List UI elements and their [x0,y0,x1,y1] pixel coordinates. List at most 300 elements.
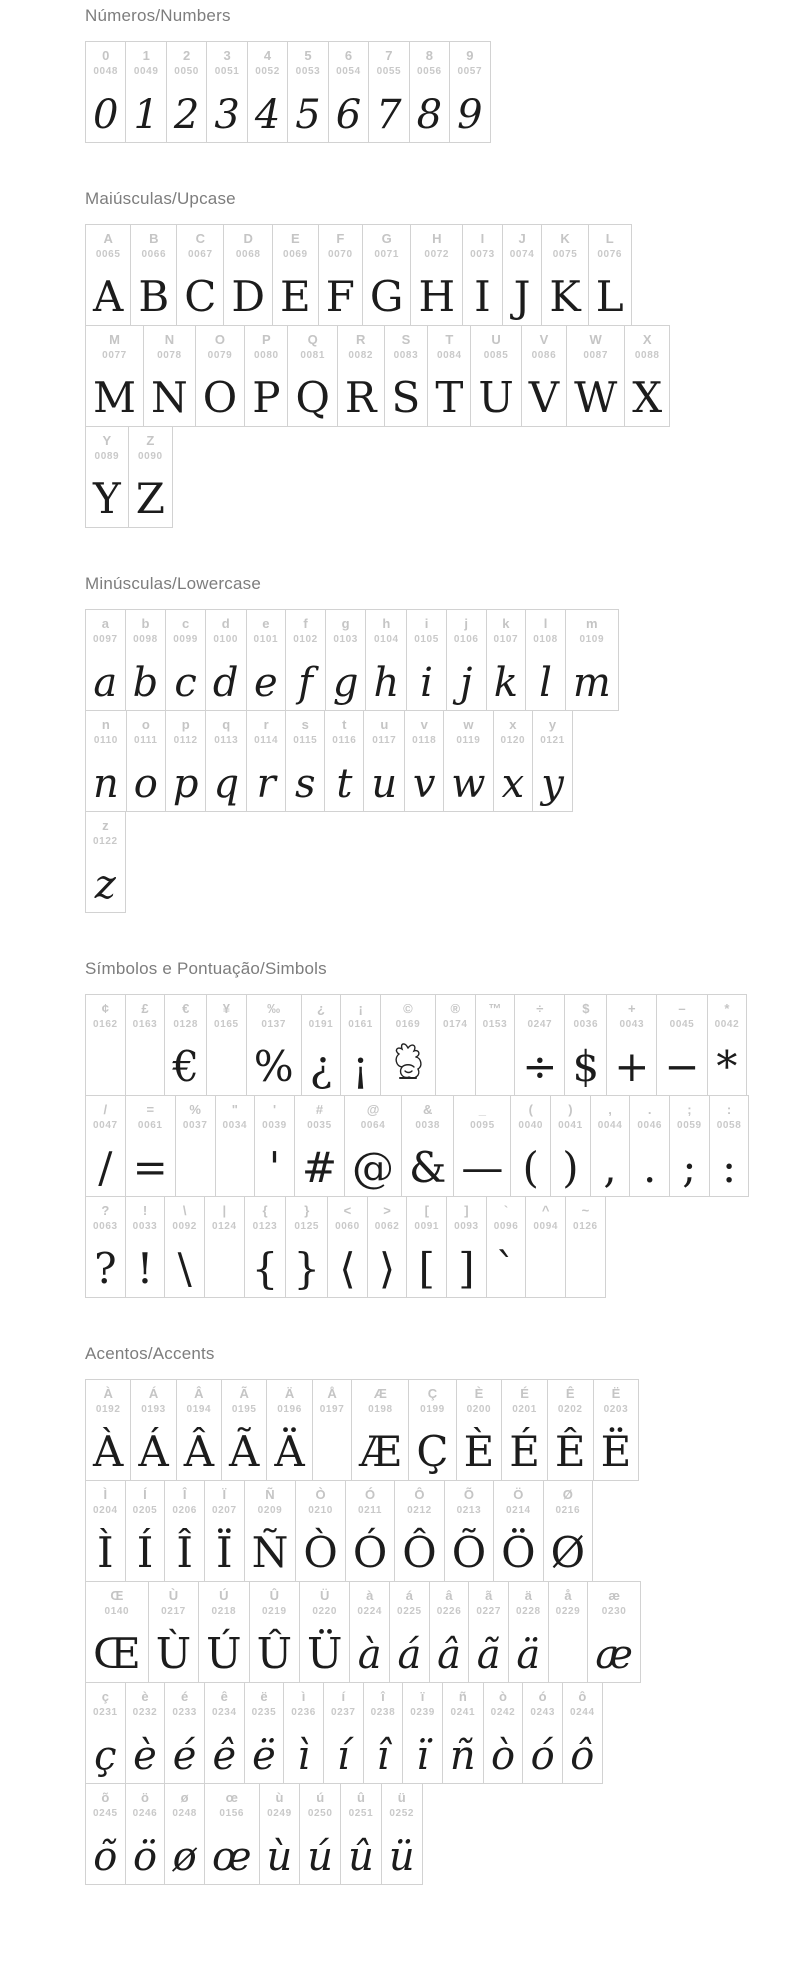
cell-char-label: > [383,1203,391,1218]
cell-char-label: O [214,332,226,347]
glyph-cell-0056 [409,41,450,143]
cell-char-label: ó [538,1689,547,1704]
cell-glyph: ¿ [309,1042,333,1091]
glyph-cell-0207 [204,1480,245,1582]
glyph-cell-0137 [246,994,302,1096]
cell-char-label: Ã [239,1386,249,1401]
cell-unicode-code: 0108 [533,634,558,645]
glyph-cell-0126 [565,1196,606,1298]
cell-unicode-code: 0041 [558,1120,583,1131]
cell-unicode-code: 0216 [555,1505,581,1516]
glyph-cell-0163 [125,994,166,1096]
cell-glyph: ù [266,1834,293,1880]
glyph-cell-0042 [707,994,748,1096]
glyph-cell-0079 [195,325,245,427]
cell-unicode-code: 0056 [417,66,442,77]
cell-glyph: f [298,660,313,706]
cell-char-label: 8 [425,48,433,63]
cell-unicode-code: 0241 [450,1707,476,1718]
cell-unicode-code: 0103 [333,634,358,645]
cell-unicode-code: 0225 [397,1606,422,1617]
cell-char-label: Ò [315,1487,326,1502]
cell-char-label: S [401,332,411,347]
cell-unicode-code: 0209 [257,1505,283,1516]
cell-char-label: ñ [458,1689,467,1704]
cell-char-label: Ù [168,1588,179,1603]
cell-glyph: æ [595,1632,633,1678]
cell-char-label: M [109,332,120,347]
cell-glyph: i [420,660,433,706]
cell-char-label: u [380,717,389,732]
glyph-row [85,1095,780,1197]
cell-unicode-code: 0165 [214,1019,239,1030]
cell-glyph: á [397,1632,422,1678]
cell-glyph: ú [307,1834,334,1880]
cell-glyph: { [251,1244,279,1293]
cell-glyph: 0 [93,92,119,138]
glyph-cell-0059 [669,1095,710,1197]
cell-char-label: Ç [427,1386,438,1401]
cell-char-label: I [480,231,485,246]
cell-unicode-code: 0113 [214,735,239,746]
glyph-cell-0071 [362,224,412,326]
glyph-cell-0216 [543,1480,593,1582]
cell-glyph: H [418,272,456,321]
cell-char-label: 5 [304,48,312,63]
glyph-cell-0090 [128,426,173,528]
cell-unicode-code: 0044 [597,1120,623,1131]
cell-unicode-code: 0049 [133,66,159,77]
glyph-cell-0076 [588,224,632,326]
cell-unicode-code: 0079 [207,350,233,361]
cell-glyph: Õ [451,1528,487,1577]
cell-glyph: l [539,660,552,706]
glyph-cell-0081 [287,325,337,427]
cell-glyph: 3 [214,92,240,138]
glyph-cell-0236 [283,1682,324,1784]
cell-char-label: a [101,616,109,631]
cell-unicode-code: 0210 [308,1505,333,1516]
cell-unicode-code: 0043 [619,1019,645,1030]
cell-unicode-code: 0061 [137,1120,163,1131]
cell-glyph: Ë [600,1427,632,1476]
cell-char-label: Á [148,1386,159,1401]
glyph-cell-0105 [406,609,447,711]
cell-glyph: — [461,1143,504,1192]
cell-glyph: ò [490,1733,516,1779]
cell-char-label: £ [141,1001,149,1016]
glyph-cell-0153 [475,994,516,1096]
glyph-cell-0231 [85,1682,126,1784]
cell-char-label: œ [225,1790,238,1805]
glyph-cell-0140 [85,1581,149,1683]
cell-unicode-code: 0206 [172,1505,197,1516]
glyph-row [85,1682,780,1784]
glyph-cell-0251 [340,1783,382,1885]
glyph-cell-0084 [427,325,471,427]
cell-glyph: Q [295,373,330,422]
section-title-symbols: Símbolos e Pontuação/Simbols [85,959,327,978]
cell-unicode-code: 0228 [516,1606,541,1617]
cell-unicode-code: 0106 [453,634,479,645]
cell-unicode-code: 0047 [93,1120,118,1131]
cell-glyph: í [336,1733,350,1779]
cell-unicode-code: 0069 [283,249,308,260]
cell-char-label: ç [101,1689,109,1704]
cell-glyph: F [325,272,355,321]
cell-unicode-code: 0217 [161,1606,186,1617]
cell-char-label: È [474,1386,484,1401]
cell-char-label: ~ [581,1203,590,1218]
cell-unicode-code: 0109 [579,634,605,645]
cell-char-label: 7 [385,48,393,63]
glyph-cell-0234 [204,1682,245,1784]
cell-unicode-code: 0194 [186,1404,212,1415]
cell-glyph: 6 [335,92,362,138]
cell-glyph [388,1030,428,1090]
cell-unicode-code: 0207 [211,1505,237,1516]
cell-glyph: & [409,1143,447,1192]
glyph-cell-0114 [246,710,286,812]
cell-char-label: % [189,1102,201,1117]
cell-glyph: L [595,272,624,321]
cell-glyph: D [231,272,266,321]
cell-unicode-code: 0097 [93,634,118,645]
glyph-cell-0041 [550,1095,591,1197]
glyph-cell-0213 [444,1480,494,1582]
cell-char-label: l [543,616,548,631]
cell-glyph: / [98,1143,113,1192]
glyph-cell-0108 [525,609,566,711]
cell-unicode-code: 0074 [509,249,535,260]
cell-char-label: á [405,1588,413,1603]
cell-unicode-code: 0193 [141,1404,166,1415]
cell-unicode-code: 0247 [527,1019,553,1030]
cell-char-label: ã [485,1588,493,1603]
cell-char-label: w [463,717,474,732]
cell-glyph: W [574,373,618,422]
glyph-cell-0065 [85,224,131,326]
glyph-cell-0107 [486,609,527,711]
glyph-row [85,325,780,427]
cell-char-label: , [608,1102,612,1117]
section-numbers [85,6,780,143]
glyph-cell-0156 [204,1783,260,1885]
cell-glyph: Ü [306,1629,343,1678]
cell-char-label: c [181,616,190,631]
cell-glyph: . [643,1143,657,1192]
cell-unicode-code: 0111 [134,735,158,746]
cell-glyph: E [280,272,311,321]
cell-unicode-code: 0039 [262,1120,287,1131]
cell-unicode-code: 0067 [187,249,213,260]
cell-char-label: Â [194,1386,204,1401]
cell-char-label: õ [101,1790,110,1805]
glyph-cell-0046 [629,1095,670,1197]
glyph-cell-0087 [566,325,625,427]
cell-char-label: ¿ [316,1001,325,1016]
glyph-cell-0199 [408,1379,456,1481]
cell-char-label: o [141,717,150,732]
cell-unicode-code: 0242 [490,1707,516,1718]
cell-char-label: Ö [513,1487,524,1502]
glyph-cell-0089 [85,426,129,528]
cell-unicode-code: 0251 [348,1808,374,1819]
cell-char-label: t [342,717,347,732]
cell-char-label: Ä [284,1386,295,1401]
cell-char-label: { [262,1203,268,1218]
cell-char-label: * [724,1001,730,1016]
cell-unicode-code: 0033 [132,1221,158,1232]
cell-char-label: : [726,1102,732,1117]
cell-char-label: U [491,332,501,347]
cell-glyph: S [391,373,421,422]
cell-char-label: + [627,1001,636,1016]
cell-char-label: Ê [565,1386,575,1401]
glyph-cell-0169 [380,994,436,1096]
glyph-cell-0248 [164,1783,205,1885]
cell-char-label: 4 [263,48,272,63]
cell-char-label: \ [182,1203,187,1218]
cell-char-label: û [356,1790,365,1805]
cell-glyph: ø [172,1834,197,1880]
section-accents [85,1344,780,1885]
cell-glyph: ! [136,1244,154,1293]
glyph-cell-0201 [501,1379,548,1481]
cell-char-label: Î [182,1487,187,1502]
glyph-cell-0252 [381,1783,423,1885]
cell-unicode-code: 0163 [132,1019,158,1030]
cell-glyph: 2 [173,92,200,138]
cell-char-label: ê [220,1689,228,1704]
cell-char-label: Ü [319,1588,330,1603]
cell-char-label: – [678,1001,686,1016]
cell-glyph: Ô [402,1528,437,1577]
cell-unicode-code: 0200 [466,1404,492,1415]
cell-char-label: À [103,1386,113,1401]
cell-glyph: s [294,761,316,807]
cell-unicode-code: 0205 [132,1505,158,1516]
cell-glyph: È [463,1427,495,1476]
cell-unicode-code: 0060 [335,1221,360,1232]
cell-unicode-code: 0116 [332,735,357,746]
cell-glyph: c [174,660,197,706]
section-title-lowercase: Minúsculas/Lowercase [85,574,261,593]
cell-char-label: V [539,332,549,347]
cell-char-label: D [243,231,253,246]
cell-unicode-code: 0201 [512,1404,537,1415]
glyph-cell-0049 [125,41,166,143]
cell-glyph: 4 [254,92,281,138]
glyph-cell-0218 [198,1581,249,1683]
cell-char-label: ‰ [267,1001,281,1016]
glyph-cell-0241 [442,1682,484,1784]
cell-char-label: Ô [414,1487,425,1502]
cell-glyph: õ [93,1834,118,1880]
glyph-cell-0091 [406,1196,447,1298]
cell-unicode-code: 0229 [555,1606,581,1617]
cell-glyph: Ò [303,1528,338,1577]
glyph-cell-0111 [126,710,166,812]
cell-unicode-code: 0085 [483,350,509,361]
cell-unicode-code: 0066 [141,249,167,260]
copyright-doodle-drawing [388,1040,428,1084]
section-title-upcase: Maiúsculas/Upcase [85,189,236,208]
cell-unicode-code: 0055 [376,66,402,77]
cell-char-label: j [464,616,469,631]
glyph-cell-0050 [166,41,207,143]
cell-char-label: n [101,717,110,732]
glyph-row [85,1783,780,1885]
cell-glyph: % [253,1042,294,1091]
cell-char-label: ` [503,1203,509,1218]
cell-unicode-code: 0099 [173,634,198,645]
cell-glyph: O [202,373,238,422]
cell-unicode-code: 0096 [493,1221,519,1232]
glyph-cell-0211 [345,1480,395,1582]
cell-glyph: k [493,660,518,706]
glyph-cell-0063 [85,1196,126,1298]
cell-glyph: é [172,1733,197,1779]
cell-unicode-code: 0107 [493,634,519,645]
cell-unicode-code: 0248 [172,1808,197,1819]
cell-unicode-code: 0239 [410,1707,435,1718]
glyph-cell-0212 [394,1480,444,1582]
section-upcase [85,189,780,528]
cell-unicode-code: 0199 [420,1404,445,1415]
cell-char-label: m [586,616,598,631]
glyph-cell-0104 [365,609,407,711]
cell-char-label: ë [260,1689,268,1704]
cell-unicode-code: 0065 [95,249,121,260]
cell-char-label: $ [582,1001,590,1016]
cell-unicode-code: 0101 [253,634,279,645]
glyph-cell-0250 [299,1783,341,1885]
cell-glyph: Ï [216,1528,233,1577]
cell-unicode-code: 0052 [255,66,280,77]
cell-unicode-code: 0094 [533,1221,559,1232]
cell-glyph: Æ [359,1427,402,1476]
cell-char-label: J [518,231,526,246]
cell-glyph: w [451,761,486,807]
cell-char-label: 1 [142,48,150,63]
cell-unicode-code: 0137 [261,1019,286,1030]
glyph-cell-0195 [221,1379,267,1481]
cell-unicode-code: 0192 [95,1404,121,1415]
cell-unicode-code: 0058 [716,1120,742,1131]
cell-unicode-code: 0156 [219,1808,245,1819]
cell-glyph: Ì [97,1528,114,1577]
cell-glyph: r [256,761,276,807]
cell-char-label: x [509,717,517,732]
cell-glyph: ã [476,1632,501,1678]
cell-glyph: } [293,1244,321,1293]
cell-char-label: / [103,1102,108,1117]
glyph-row [85,1379,780,1481]
cell-char-label: ÷ [536,1001,544,1016]
cell-unicode-code: 0083 [393,350,419,361]
glyph-cell-0035 [294,1095,345,1197]
glyph-cell-0083 [384,325,429,427]
cell-glyph: o [133,761,158,807]
glyph-cell-0034 [215,1095,256,1197]
glyph-cell-0064 [344,1095,402,1197]
glyph-cell-0106 [446,609,487,711]
cell-unicode-code: 0198 [368,1404,393,1415]
cell-char-label: & [423,1102,433,1117]
cell-char-label: 0 [102,48,110,63]
cell-glyph: n [93,761,119,807]
cell-glyph: h [373,660,400,706]
cell-char-label: Z [146,433,155,448]
cell-glyph: $ [572,1042,600,1091]
glyph-cell-0078 [143,325,196,427]
cell-char-label: r [263,717,269,732]
cell-char-label: E [291,231,300,246]
cell-char-label: à [366,1588,374,1603]
cell-glyph: € [172,1042,200,1091]
glyph-cell-0039 [254,1095,295,1197]
cell-char-label: ? [101,1203,110,1218]
cell-unicode-code: 0224 [357,1606,383,1617]
cell-glyph: # [301,1143,338,1192]
cell-unicode-code: 0112 [173,735,198,746]
glyph-cell-0040 [510,1095,551,1197]
cell-glyph: Ã [229,1427,260,1476]
glyph-cell-0093 [446,1196,487,1298]
glyph-cell-0088 [624,325,670,427]
cell-glyph: X [632,373,663,422]
cell-unicode-code: 0128 [173,1019,198,1030]
cell-unicode-code: 0237 [330,1707,356,1718]
cell-char-label: ¥ [222,1001,230,1016]
cell-char-label: h [382,616,391,631]
section-title-accents: Acentos/Accents [85,1344,215,1363]
cell-unicode-code: 0115 [293,735,318,746]
cell-unicode-code: 0140 [104,1606,130,1617]
glyph-cell-0162 [85,994,126,1096]
cell-char-label: T [445,332,454,347]
cell-unicode-code: 0196 [277,1404,302,1415]
cell-unicode-code: 0214 [506,1505,531,1516]
cell-glyph: ( [522,1143,539,1192]
cell-char-label: e [262,616,270,631]
cell-char-label: X [642,332,652,347]
glyph-cell-0092 [164,1196,205,1298]
cell-unicode-code: 0226 [436,1606,462,1617]
cell-glyph: j [460,660,473,706]
cell-glyph: t [336,761,353,807]
section-title-numbers: Números/Numbers [85,6,231,25]
cell-char-label: æ [608,1588,620,1603]
cell-unicode-code: 0042 [714,1019,740,1030]
cell-unicode-code: 0232 [132,1707,158,1718]
cell-glyph: g [332,660,359,706]
cell-char-label: ( [528,1102,533,1117]
cell-glyph: B [138,272,170,321]
cell-unicode-code: 0244 [569,1707,595,1718]
glyph-cell-0229 [548,1581,589,1683]
cell-char-label: Ú [219,1588,229,1603]
cell-unicode-code: 0087 [583,350,608,361]
cell-char-label: Ø [562,1487,573,1502]
cell-glyph: 7 [376,92,402,138]
cell-char-label: î [381,1689,385,1704]
cell-unicode-code: 0070 [327,249,353,260]
glyph-cell-0037 [175,1095,216,1197]
cell-glyph: 8 [416,92,443,138]
glyph-cell-0066 [130,224,177,326]
